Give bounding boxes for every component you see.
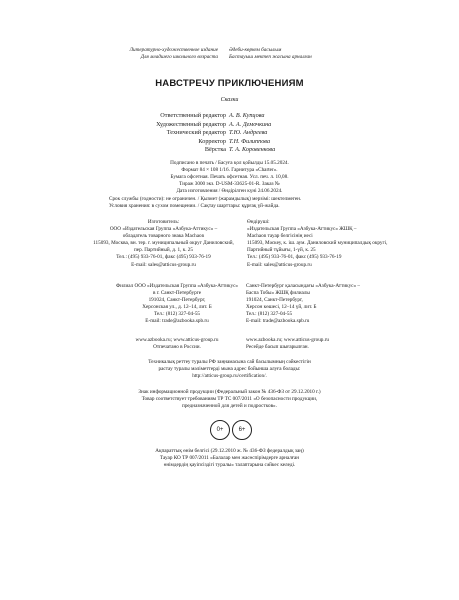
tech-regs-line: http://atticus-group.ru/certification/. xyxy=(192,373,267,379)
manufacturer-kz-line: Machaon тауар белгісінің иесі xyxy=(247,233,313,240)
info-mark xyxy=(0,389,459,410)
branch-block xyxy=(112,283,376,326)
print-info-line: Тираж 3000 экз. D-USM-33625-01-R. Заказ № xyxy=(179,180,280,187)
manufacturer-kz-line: Тел.: (495) 933-76-01, факс (495) 933-76-19 xyxy=(247,254,342,261)
print-info-line: Подписано в печать / Басуға қол қойылды 15.05.2024. xyxy=(170,160,289,166)
header-left-line: Литературно-художественное издание xyxy=(129,47,218,53)
branch-ru-line: Филиал ООО «Издательская Группа «Азбука-Аттикус» xyxy=(116,283,238,289)
age-rating-0-badge: 0+ xyxy=(210,420,230,440)
header-left-line: Для младшего школьного возраста xyxy=(140,54,218,60)
website-kz-line: Ресейде басып шығарылған. xyxy=(246,344,309,351)
manufacturer-kz-line: E-mail: sales@atticus-group.ru xyxy=(247,261,312,268)
manufacturer-kz-line: «Издательская Группа «Азбука-Аттикус» ЖШҚ – xyxy=(247,226,357,233)
print-info-line: Бумага офсетная. Печать офсетная. Усл. печ. л. 10,08. xyxy=(170,173,289,180)
manufacturer-ru-line: обладатель товарного знака Machaon xyxy=(122,233,205,240)
branch-kz-line: Тел.: (812) 327-04-55 xyxy=(246,311,293,318)
manufacturer-kz xyxy=(247,219,397,269)
manufacturer-ru-line: пер. Партийный, д. 1, к. 25 xyxy=(133,247,193,254)
tech-regs-line: Техникалық реттеу туралы РФ заңнамасына сай басылымның сәйкестігін xyxy=(148,359,311,365)
branch-kz-line: Херсон көшесі, 12–14 үй, лит. Б xyxy=(246,304,317,311)
manufacturer-ru-line: Изготовитель: xyxy=(147,219,180,225)
kz-footer-line: Ақпараттық өнім белгісі (29.12.2010 ж. № 436-ФЗ федералдық заң) xyxy=(155,448,304,454)
credit-line xyxy=(106,146,275,155)
credit-role: Корректор xyxy=(198,137,226,145)
tech-regs-line: растау туралы мәліметтерді мына адрес бойынша алуға болады: xyxy=(158,366,301,372)
shelf-life-line: Условия хранения: в сухом помещении. / Сақтау шарттары: құрғақ үй-жайда. xyxy=(109,203,280,209)
credit-name: Т.Ю. Андреева xyxy=(229,129,268,137)
credit-role: Ответственный редактор xyxy=(160,112,226,119)
manufacturer-ru-line: ООО «Издательская Группа «Азбука-Аттикус» – xyxy=(109,226,218,233)
age-rating-6-badge: 6+ xyxy=(232,420,252,440)
credit-name: Т.Н. Филиппова xyxy=(229,137,271,145)
branch-ru-line: Тел.: (812) 327-04-55 xyxy=(153,311,201,318)
branch-kz-line: Баспа Тобы» ЖШҚ филиалы xyxy=(246,290,310,297)
websites-block xyxy=(112,337,376,351)
kz-footer-line: Тауар КО ТР 007/2011 «Балалар мен жасөспірімдерге арналған xyxy=(159,455,300,461)
manufacturer-ru xyxy=(84,219,243,269)
website-ru-line: Отпечатано в России. xyxy=(153,344,201,351)
info-mark-line: Товар соответствует требованиям ТР ТС 007/2011 «О безопасности продукции, xyxy=(141,396,318,402)
manufacturer-ru-line: 115093, Москва, вн. тер. г. муниципальный округ Даниловский, xyxy=(93,240,234,247)
website-kz-line: www.azbooka.ru; www.atticus-group.ru xyxy=(246,337,330,343)
info-mark-line: Знак информационной продукции (Федеральный закон № 436-ФЗ от 29.12.2010 г.) xyxy=(138,389,321,395)
manufacturer-ru-line: Тел.: (495) 933-76-01, факс (495) 933-76-19 xyxy=(116,254,211,261)
branch-ru-line: в г. Санкт-Петербурге xyxy=(152,290,202,297)
websites-kz xyxy=(246,337,376,351)
manufacturer-ru-line: E-mail: sales@atticus-group.ru xyxy=(131,261,196,268)
kz-footer xyxy=(0,448,459,469)
header-right xyxy=(229,47,312,61)
credits-block xyxy=(106,112,275,155)
branch-ru-line: E-mail: trade@azbooka.spb.ru xyxy=(145,318,209,325)
book-subtitle: Сказки xyxy=(220,97,239,103)
shelf-life xyxy=(109,196,301,210)
print-info-line: Дата изготовления / Өндірілген күні 24.06.2024. xyxy=(176,187,283,194)
print-info-line: Формат 84 × 108 1/16. Гарнитура «Charter». xyxy=(181,166,278,173)
credit-line xyxy=(106,112,275,121)
credit-name: Т. А. Коровенкова xyxy=(229,146,276,154)
branch-ru-line: 191024, Санкт-Петербург, xyxy=(148,297,206,304)
credit-line xyxy=(106,129,275,138)
header-left xyxy=(118,47,218,61)
website-ru-line: www.azbooka.ru; www.atticus-group.ru xyxy=(135,337,219,343)
book-title: НАВСТРЕЧУ ПРИКЛЮЧЕНИЯМ xyxy=(155,78,304,89)
manufacturer-block xyxy=(84,219,397,269)
credit-line xyxy=(106,138,275,147)
branch-ru-line: Херсонская ул., д. 12–14, лит. Б xyxy=(142,304,212,311)
credit-role: Технический редактор xyxy=(166,129,226,137)
header-right-line: Бастауыш мектеп жасына арналған xyxy=(229,54,312,60)
branch-kz-line: E-mail: trade@azbooka.spb.ru xyxy=(246,318,310,325)
websites-ru xyxy=(112,337,242,351)
branch-kz-line: Санкт-Петербург қаласындағы «Азбука-Аттикус» – xyxy=(246,283,360,289)
manufacturer-kz-line: Партийный тұйығы, 1-үй, к. 25 xyxy=(247,247,316,254)
kz-footer-line: өнімдердің қауіпсіздігі туралы» талаптарына сәйкес келеді. xyxy=(163,462,296,468)
branch-ru xyxy=(112,283,242,326)
branch-kz-line: 191024, Санкт-Петербург, xyxy=(246,297,303,304)
credit-line xyxy=(106,121,275,130)
manufacturer-kz-line: Өндіруші: xyxy=(247,219,270,225)
print-info xyxy=(0,160,459,195)
credit-name: А. В. Купцова xyxy=(229,112,265,119)
credit-role: Художественный редактор xyxy=(156,120,226,128)
manufacturer-kz-line: 115093, Мәскеу, к. іш. аум. Даниловский муниципалдық округі, xyxy=(247,240,388,247)
branch-kz xyxy=(246,283,376,326)
credit-name: А. А. Демочкина xyxy=(229,120,272,128)
tech-regs xyxy=(0,359,459,380)
info-mark-line: предназначенной для детей и подростков». xyxy=(182,403,277,409)
shelf-life-line: Срок службы (годности): не ограничен. / Қызмет (жарамдылық) мерзімі: шектелмеген. xyxy=(109,196,302,202)
header-right-line: Әдеби-көркем басылым xyxy=(229,47,282,53)
credit-role: Вёрстка xyxy=(204,146,226,154)
